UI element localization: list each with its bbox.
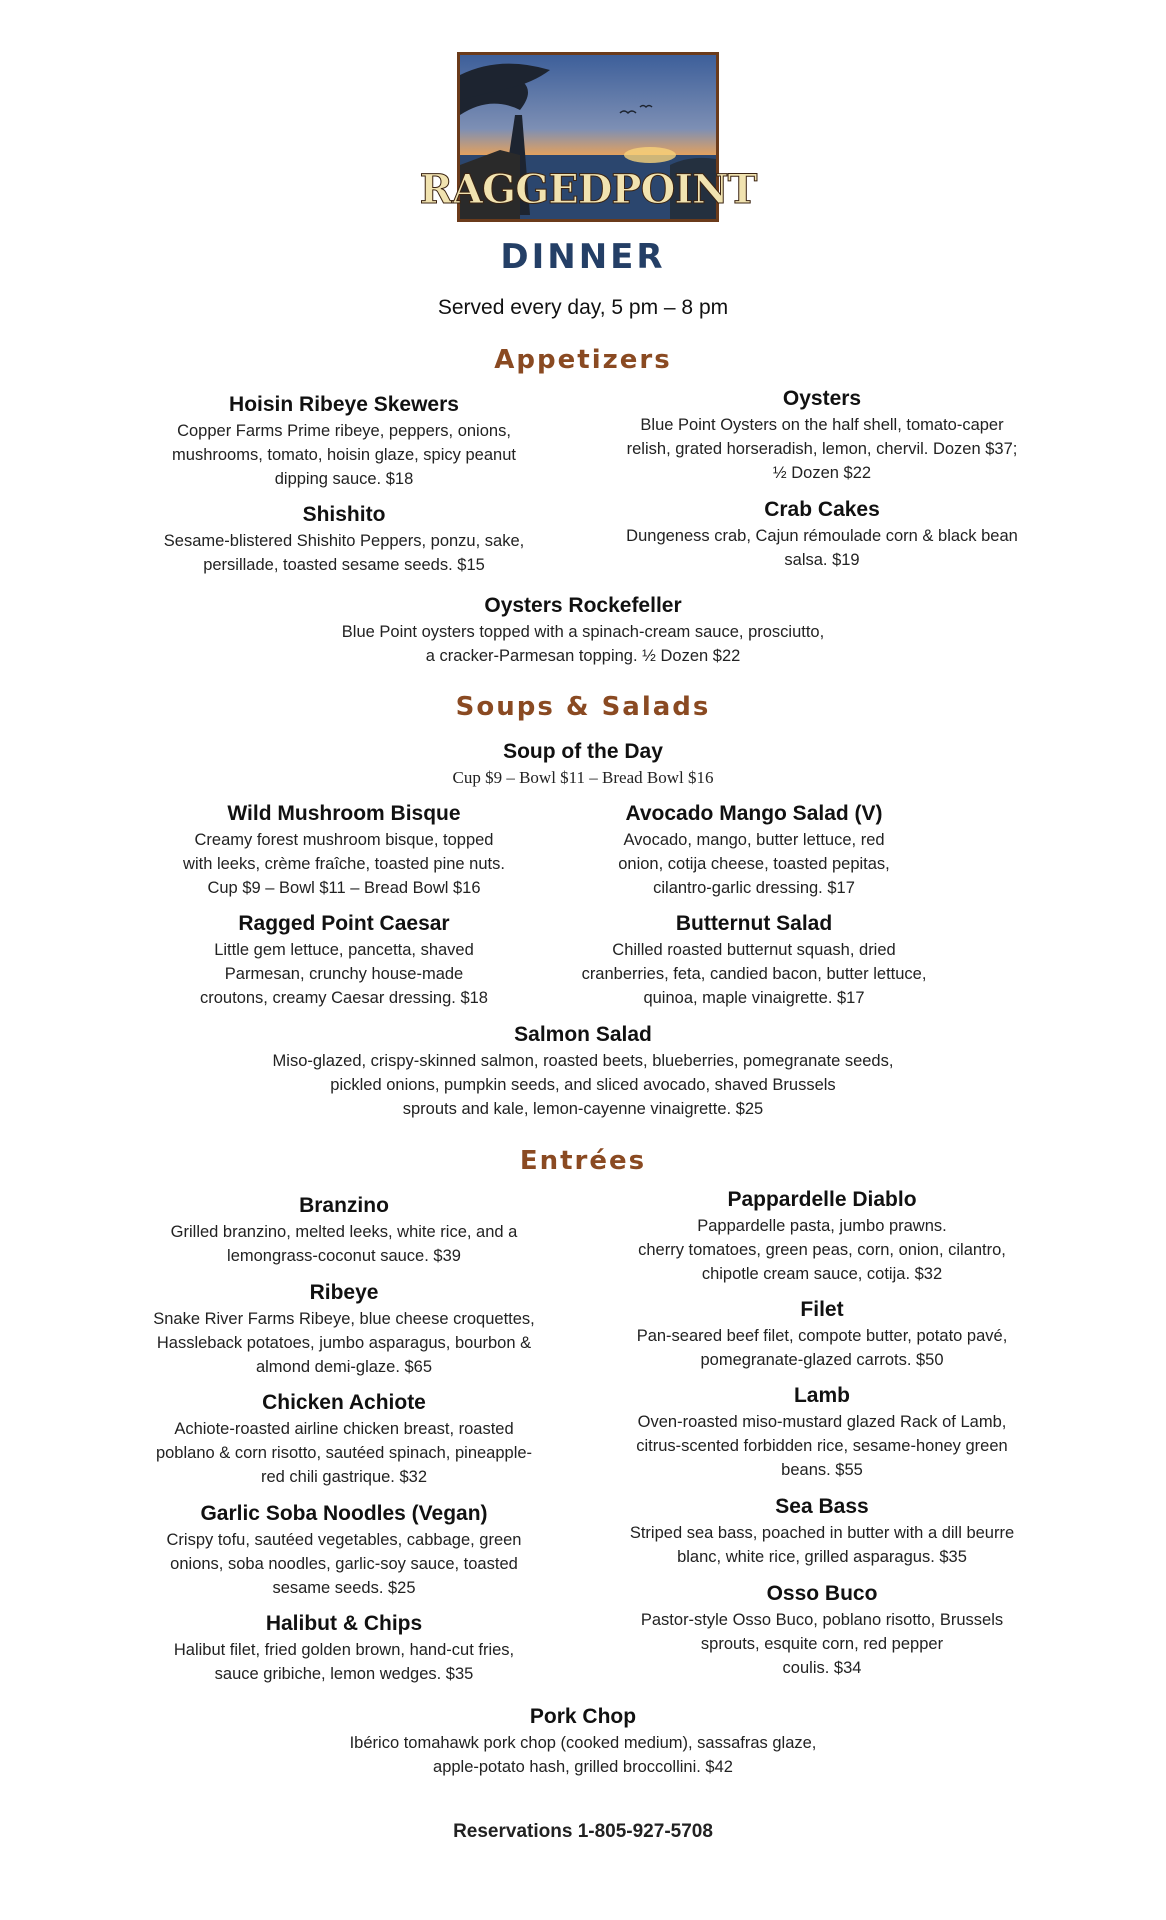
item-description: Ibérico tomahawk pork chop (cooked medium), sassafras glaze, apple-potato hash, grilled broccollini. $42 xyxy=(349,1734,817,1776)
entrees-heading: Entrées xyxy=(519,1146,647,1176)
item-description: Little gem lettuce, pancetta, shaved Parmesan, crunchy house-made croutons, creamy Caesar dressing. $18 xyxy=(200,941,488,1007)
item-description: Miso-glazed, crispy-skinned salmon, roasted beets, blueberries, pomegranate seeds, pickled onions, pumpkin seeds, and sliced avocado, shaved Brussels sprouts and kale, lemon-cayenne vinaigrette. $25 xyxy=(272,1052,894,1118)
item-name: Garlic Soba Noodles (Vegan) xyxy=(200,1502,488,1525)
item-description: Snake River Farms Ribeye, blue cheese croquettes, Hassleback potatoes, jumbo asparagus, bourbon & almond demi-glaze. $65 xyxy=(153,1310,535,1376)
logo-image xyxy=(419,55,757,219)
menu-item-hoisin-ribeye-skewers xyxy=(120,391,568,491)
item-description: Avocado, mango, butter lettuce, red onion, cotija cheese, toasted pepitas, cilantro-garlic dressing. $17 xyxy=(618,831,890,897)
menu-item-filet xyxy=(588,1296,1056,1372)
menu-item-ribeye xyxy=(110,1279,578,1379)
item-description: Pastor-style Osso Buco, poblano risotto, Brussels sprouts, esquite corn, red pepper coulis. $34 xyxy=(640,1611,1004,1677)
item-description: Oven-roasted miso-mustard glazed Rack of Lamb, citrus-scented forbidden rice, sesame-honey green beans. $55 xyxy=(636,1413,1008,1479)
item-description: Cup $9 – Bowl $11 – Bread Bowl $16 xyxy=(452,768,714,787)
item-description: Copper Farms Prime ribeye, peppers, onions, mushrooms, tomato, hoisin glaze, spicy peanut dipping sauce. $18 xyxy=(172,422,516,488)
item-name: Lamb xyxy=(793,1384,850,1407)
menu-item-wild-mushroom-bisque xyxy=(120,800,568,900)
item-name: Salmon Salad xyxy=(514,1023,652,1046)
item-name: Ribeye xyxy=(309,1281,379,1304)
menu-item-pork-chop xyxy=(283,1703,883,1779)
ragged-point-logo xyxy=(419,52,757,222)
served-hours: Served every day, 5 pm – 8 pm xyxy=(437,296,729,319)
item-name: Crab Cakes xyxy=(764,498,880,521)
menu-item-crab-cakes xyxy=(598,496,1046,572)
item-name: Chicken Achiote xyxy=(262,1391,426,1414)
item-name: Sea Bass xyxy=(775,1495,869,1518)
menu-item-lamb xyxy=(588,1382,1056,1482)
menu-title: DINNER xyxy=(500,237,666,277)
menu-item-salmon-salad xyxy=(183,1021,983,1121)
reservations-phone: Reservations 1-805-927-5708 xyxy=(453,1821,713,1842)
item-name: Branzino xyxy=(299,1194,389,1217)
item-description: Pappardelle pasta, jumbo prawns. cherry tomatoes, green peas, corn, onion, cilantro, chipotle cream sauce, cotija. $32 xyxy=(638,1217,1006,1283)
item-description: Achiote-roasted airline chicken breast, roasted poblano & corn risotto, sautéed spinach, pineapple- red chili gastrique. $32 xyxy=(155,1420,533,1486)
item-name: Shishito xyxy=(302,503,386,526)
item-name: Avocado Mango Salad (V) xyxy=(625,802,883,825)
item-description: Crispy tofu, sautéed vegetables, cabbage, green onions, soba noodles, garlic-soy sauce, toasted sesame seeds. $25 xyxy=(166,1531,522,1597)
item-name: Butternut Salad xyxy=(675,912,833,935)
item-name: Filet xyxy=(800,1298,844,1321)
item-description: Dungeness crab, Cajun rémoulade corn & black bean salsa. $19 xyxy=(626,527,1018,569)
menu-item-osso-buco xyxy=(588,1580,1056,1680)
item-description: Creamy forest mushroom bisque, topped with leeks, crème fraîche, toasted pine nuts. Cup $9 – Bowl $11 – Bread Bowl $16 xyxy=(183,831,505,897)
menu-item-shishito xyxy=(120,501,568,577)
menu-item-chicken-achiote xyxy=(110,1389,578,1489)
menu-item-garlic-soba-noodles xyxy=(110,1500,578,1600)
item-description: Pan-seared beef filet, compote butter, potato pavé, pomegranate-glazed carrots. $50 xyxy=(636,1327,1008,1369)
menu-item-oysters-rockefeller xyxy=(283,592,883,668)
item-name: Osso Buco xyxy=(766,1582,878,1605)
item-description: Sesame-blistered Shishito Peppers, ponzu, sake, persillade, toasted sesame seeds. $15 xyxy=(163,532,525,574)
item-name: Hoisin Ribeye Skewers xyxy=(229,393,459,416)
item-name: Oysters Rockefeller xyxy=(484,594,682,617)
item-description: Halibut filet, fried golden brown, hand-cut fries, sauce gribiche, lemon wedges. $35 xyxy=(173,1641,515,1683)
item-name: Soup of the Day xyxy=(503,740,663,763)
menu-item-soup-of-the-day xyxy=(283,738,883,790)
menu-item-branzino xyxy=(110,1192,578,1268)
logo-text: RAGGEDPOINT xyxy=(419,166,757,213)
menu-item-sea-bass xyxy=(588,1493,1056,1569)
appetizers-heading: Appetizers xyxy=(494,345,672,375)
item-name: Wild Mushroom Bisque xyxy=(227,802,461,825)
menu-item-pappardelle-diablo xyxy=(588,1186,1056,1286)
menu-item-halibut-chips xyxy=(110,1610,578,1686)
menu-item-ragged-point-caesar xyxy=(120,910,568,1010)
item-description: Grilled branzino, melted leeks, white rice, and a lemongrass-coconut sauce. $39 xyxy=(170,1223,518,1265)
menu-item-avocado-mango-salad xyxy=(530,800,978,900)
menu-item-oysters xyxy=(598,385,1046,485)
item-name: Pappardelle Diablo xyxy=(727,1188,917,1211)
item-name: Ragged Point Caesar xyxy=(238,912,450,935)
soups-salads-heading: Soups & Salads xyxy=(455,692,711,722)
item-description: Blue Point Oysters on the half shell, tomato-caper relish, grated horseradish, lemon, chervil. Dozen $37; ½ Dozen $22 xyxy=(626,416,1018,482)
menu-item-butternut-salad xyxy=(530,910,978,1010)
item-name: Halibut & Chips xyxy=(265,1612,423,1635)
item-description: Blue Point oysters topped with a spinach-cream sauce, prosciutto, a cracker-Parmesan topping. ½ Dozen $22 xyxy=(341,623,825,665)
item-description: Chilled roasted butternut squash, dried cranberries, feta, candied bacon, butter lettuce, quinoa, maple vinaigrette. $17 xyxy=(581,941,927,1007)
item-name: Pork Chop xyxy=(529,1705,637,1728)
item-name: Oysters xyxy=(782,387,862,410)
item-description: Striped sea bass, poached in butter with a dill beurre blanc, white rice, grilled asparagus. $35 xyxy=(629,1524,1015,1566)
